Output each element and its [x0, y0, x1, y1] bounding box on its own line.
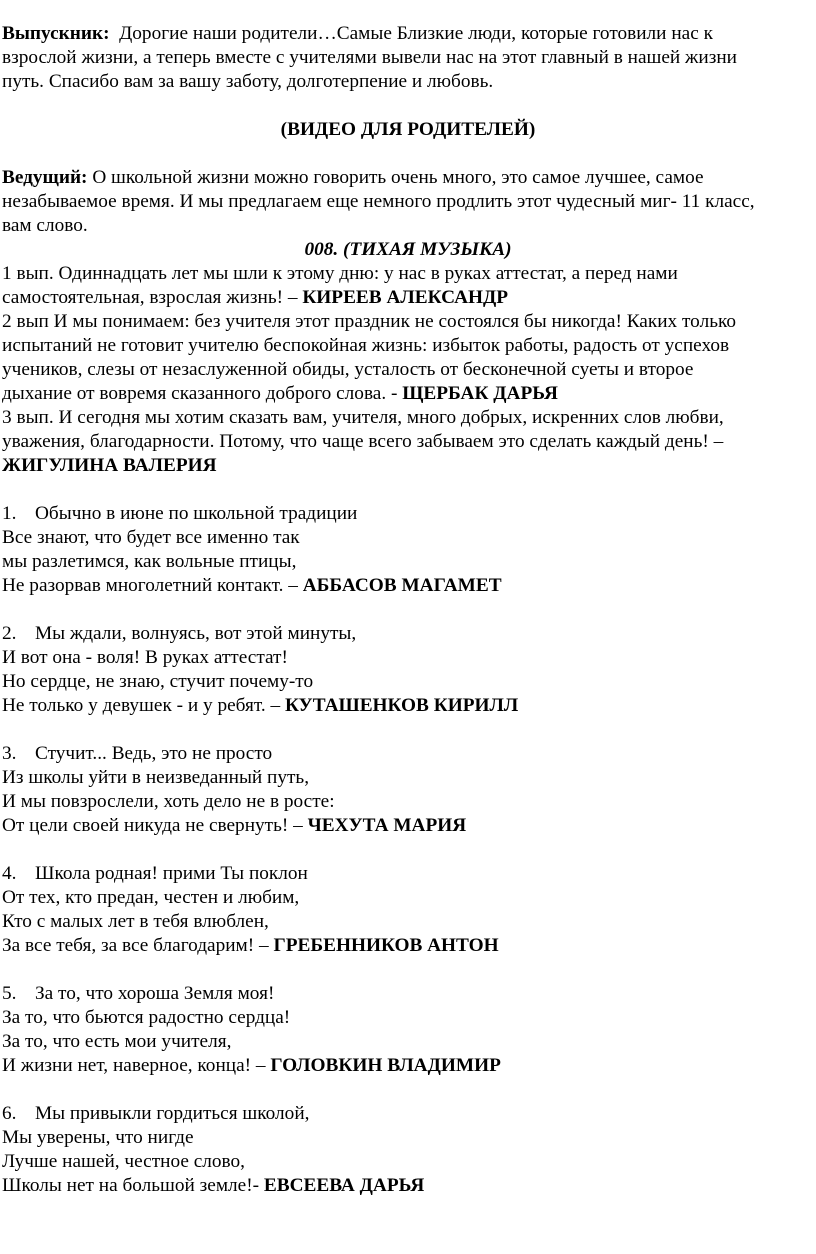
verse-1: [2, 502, 814, 598]
verse-line: Не разорвав многолетний контакт. –: [2, 575, 303, 596]
verse-line: За все тебя, за все благодарим! –: [2, 935, 274, 956]
spacer: [2, 718, 814, 742]
verse-line: Лучше нашей, честное слово,: [2, 1151, 245, 1172]
speaker-name: КИРЕЕВ АЛЕКСАНДР: [302, 287, 509, 308]
spacer: [2, 478, 814, 502]
verse-line: Кто с малых лет в тебя влюблен,: [2, 911, 269, 932]
verse-line: Мы ждали, волнуясь, вот этой минуты,: [35, 623, 357, 644]
verse-number: 4.: [2, 863, 17, 884]
verse-line: Все знают, что будет все именно так: [2, 527, 300, 548]
speech-line: 3 вып. И сегодня мы хотим сказать вам, учителя, много добрых, искренних слов любви,: [2, 407, 724, 428]
verse-5: [2, 982, 814, 1078]
verse-line: За то, что бьются радостно сердца!: [2, 1007, 291, 1028]
spacer: [2, 838, 814, 862]
verse-line: Из школы уйти в неизведанный путь,: [2, 767, 310, 788]
music-heading: 008. (ТИХАЯ МУЗЫКА): [304, 239, 512, 260]
document-page: [2, 22, 814, 1198]
verse-line: И мы повзрослели, хоть дело не в росте:: [2, 791, 335, 812]
verse-number: 5.: [2, 983, 17, 1004]
speaker-name: ЩЕРБАК ДАРЬЯ: [402, 383, 558, 404]
speech-line: 2 вып И мы понимаем: без учителя этот праздник не состоялся бы никогда! Каких только: [2, 311, 737, 332]
speech-2: [2, 310, 814, 406]
video-heading: (ВИДЕО ДЛЯ РОДИТЕЛЕЙ): [280, 119, 536, 140]
verse-line: Обычно в июне по школьной традиции: [35, 503, 358, 524]
speaker-name: КУТАШЕНКОВ КИРИЛЛ: [284, 695, 519, 716]
speaker-name: ЖИГУЛИНА ВАЛЕРИЯ: [2, 455, 217, 476]
verse-number: 3.: [2, 743, 17, 764]
host-speaker: Ведущий:: [2, 167, 88, 188]
verse-line: За то, что хороша Земля моя!: [35, 983, 275, 1004]
verse-line: И вот она - воля! В руках аттестат!: [2, 647, 288, 668]
spacer: [2, 142, 814, 166]
speech-line: 1 вып. Одиннадцать лет мы шли к этому дню: у нас в руках аттестат, а перед нами: [2, 263, 678, 284]
verse-line: Но сердце, не знаю, стучит почему-то: [2, 671, 314, 692]
speaker-name: ЧЕХУТА МАРИЯ: [307, 815, 467, 836]
verse-3: [2, 742, 814, 838]
verse-line: От тех, кто предан, честен и любим,: [2, 887, 300, 908]
host-text-line-3: вам слово.: [2, 215, 88, 236]
verse-line: Школы нет на большой земле!-: [2, 1175, 264, 1196]
intro-text-line-3: путь. Спасибо вам за вашу заботу, долготерпение и любовь.: [2, 71, 494, 92]
verse-line: Стучит... Ведь, это не просто: [35, 743, 273, 764]
intro-speaker: Выпускник:: [2, 23, 110, 44]
spacer: [2, 1078, 814, 1102]
verse-line: Мы уверены, что нигде: [2, 1127, 194, 1148]
speech-line: уважения, благодарности. Потому, что чаще всего забываем это сделать каждый день! –: [2, 431, 724, 452]
speaker-name: ГОЛОВКИН ВЛАДИМИР: [270, 1055, 501, 1076]
verse-line: Не только у девушек - и у ребят. –: [2, 695, 285, 716]
verse-number: 6.: [2, 1103, 17, 1124]
speaker-name: ЕВСЕЕВА ДАРЬЯ: [263, 1175, 425, 1196]
speaker-name: АББАСОВ МАГАМЕТ: [302, 575, 502, 596]
speaker-name: ГРЕБЕННИКОВ АНТОН: [273, 935, 499, 956]
verse-line: мы разлетимся, как вольные птицы,: [2, 551, 297, 572]
verse-line: Мы привыкли гордиться школой,: [35, 1103, 310, 1124]
host-paragraph: [2, 166, 814, 238]
speech-line: самостоятельная, взрослая жизнь! –: [2, 287, 303, 308]
intro-paragraph: [2, 22, 814, 94]
host-text-line-2: незабываемое время. И мы предлагаем еще немного продлить этот чудесный миг- 11 класс,: [2, 191, 755, 212]
verse-line: За то, что есть мои учителя,: [2, 1031, 232, 1052]
spacer: [2, 94, 814, 118]
verse-6: [2, 1102, 814, 1198]
intro-text-line-1: Дорогие наши родители…Самые Близкие люди, которые готовили нас к: [119, 23, 713, 44]
speech-line: испытаний не готовит учителю беспокойная жизнь: избыток работы, радость от успехов: [2, 335, 730, 356]
verse-line: От цели своей никуда не свернуть! –: [2, 815, 308, 836]
verse-number: 2.: [2, 623, 17, 644]
speech-line: учеников, слезы от незаслуженной обиды, усталость от бесконечной суеты и второе: [2, 359, 694, 380]
speech-line: дыхание от вовремя сказанного доброго слова. -: [2, 383, 403, 404]
speech-1: [2, 262, 814, 310]
verse-line: Школа родная! прими Ты поклон: [35, 863, 308, 884]
spacer: [2, 598, 814, 622]
verse-4: [2, 862, 814, 958]
verse-2: [2, 622, 814, 718]
verse-line: И жизни нет, наверное, конца! –: [2, 1055, 271, 1076]
speech-3: [2, 406, 814, 478]
host-text-line-1: О школьной жизни можно говорить очень много, это самое лучшее, самое: [92, 167, 704, 188]
spacer: [2, 958, 814, 982]
verse-number: 1.: [2, 503, 17, 524]
intro-text-line-2: взрослой жизни, а теперь вместе с учителями вывели нас на этот главный в нашей жизни: [2, 47, 737, 68]
